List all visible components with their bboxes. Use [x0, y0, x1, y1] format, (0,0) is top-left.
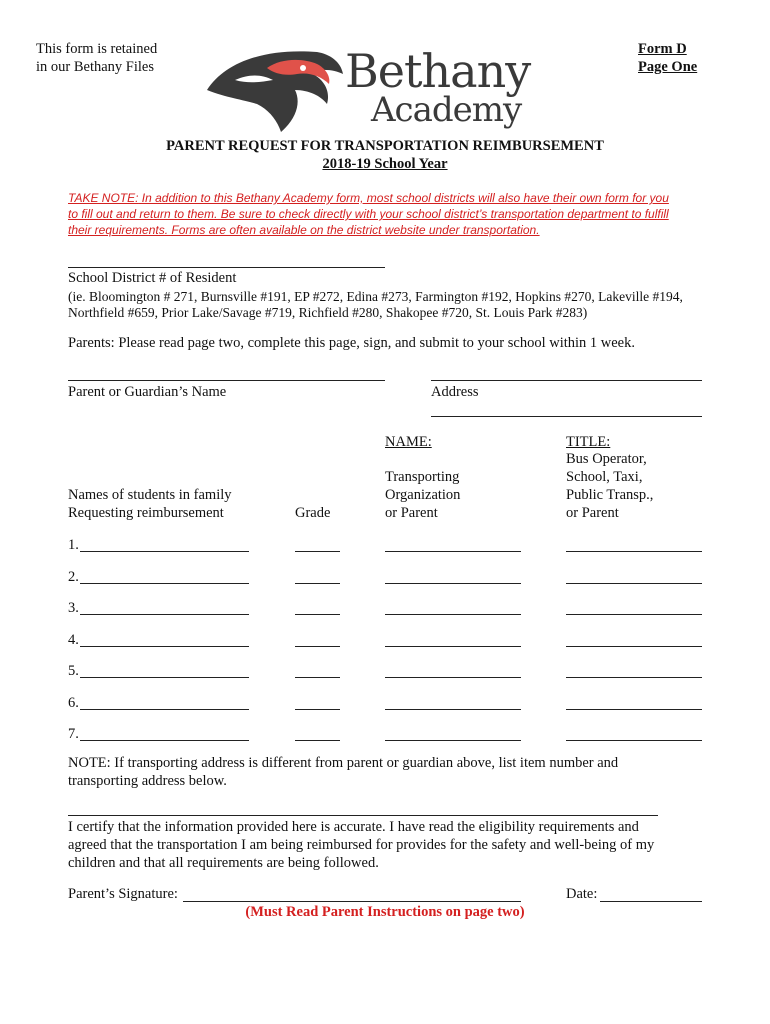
org-header-2: Organization — [385, 487, 461, 503]
transport-org-field[interactable] — [385, 677, 521, 678]
logo-word-bethany: Bethany — [345, 44, 531, 98]
grade-field[interactable] — [295, 677, 340, 678]
title-field[interactable] — [566, 614, 702, 615]
grade-field[interactable] — [295, 646, 340, 647]
transport-org-field[interactable] — [385, 740, 521, 741]
title-field[interactable] — [566, 709, 702, 710]
name-header: NAME: — [385, 434, 432, 450]
transport-org-field[interactable] — [385, 551, 521, 552]
org-header-3: or Parent — [385, 505, 438, 521]
students-header-2: Requesting reimbursement — [68, 505, 224, 521]
grade-field[interactable] — [295, 583, 340, 584]
title-sub-4: or Parent — [566, 505, 619, 521]
row-number: 6. — [68, 694, 79, 711]
retained-line-2: in our Bethany Files — [36, 59, 155, 75]
student-name-field[interactable] — [80, 583, 249, 584]
student-name-field[interactable] — [80, 614, 249, 615]
school-district-field[interactable] — [68, 267, 385, 268]
grade-header: Grade — [295, 505, 331, 521]
title-sub-2: School, Taxi, — [566, 469, 643, 485]
take-note-line-2: to fill out and return to them. Be sure to check directly with your school district’s transportation department to fulfill — [68, 207, 669, 221]
bethany-academy-logo — [205, 40, 535, 136]
row-number: 2. — [68, 568, 79, 585]
address-field-2[interactable] — [431, 416, 702, 417]
title-header: TITLE: — [566, 434, 611, 450]
certify-line-1: I certify that the information provided here is accurate. I have read the eligibility requirements and — [68, 819, 639, 835]
address-field-1[interactable] — [431, 380, 702, 381]
student-name-field[interactable] — [80, 709, 249, 710]
date-label: Date: — [566, 886, 598, 902]
grade-field[interactable] — [295, 740, 340, 741]
logo-word-academy: Academy — [371, 90, 522, 130]
footer-note: (Must Read Parent Instructions on page two) — [245, 904, 525, 920]
address-label: Address — [431, 384, 479, 400]
page-id: Page One — [638, 59, 698, 75]
page-title: PARENT REQUEST FOR TRANSPORTATION REIMBURSEMENT — [166, 138, 604, 154]
take-note — [68, 190, 669, 238]
take-note-line-1: In addition to this Bethany Academy form, most school districts will also have their own form for you — [138, 191, 669, 205]
take-note-lead: TAKE NOTE: — [68, 191, 139, 205]
title-field[interactable] — [566, 551, 702, 552]
row-number: 7. — [68, 726, 79, 742]
title-field[interactable] — [566, 646, 702, 647]
student-name-field[interactable] — [80, 740, 249, 741]
title-sub-3: Public Transp., — [566, 487, 654, 503]
date-field[interactable] — [600, 901, 702, 902]
student-name-field[interactable] — [80, 677, 249, 678]
org-header-1: Transporting — [385, 469, 460, 485]
district-examples-1: (ie. Bloomington # 271, Burnsville #191, EP #272, Edina #273, Farmington #192, Hopkins #270, Lakeville #194, — [68, 289, 683, 304]
student-name-field[interactable] — [80, 551, 249, 552]
row-number: 5. — [68, 663, 79, 679]
certify-line-3: children and that all requirements are being followed. — [68, 855, 379, 871]
instructions: Parents: Please read page two, complete this page, sign, and submit to your school within 1 week. — [68, 335, 635, 351]
eagle-icon — [205, 40, 345, 136]
title-field[interactable] — [566, 677, 702, 678]
transport-address-field[interactable] — [68, 815, 658, 816]
signature-field[interactable] — [183, 901, 521, 902]
grade-field[interactable] — [295, 709, 340, 710]
transport-org-field[interactable] — [385, 646, 521, 647]
row-number: 4. — [68, 631, 79, 648]
students-header-1: Names of students in family — [68, 487, 232, 503]
school-year: 2018-19 School Year — [322, 156, 448, 172]
form-id: Form D — [638, 41, 687, 57]
transport-org-field[interactable] — [385, 709, 521, 710]
transport-org-field[interactable] — [385, 583, 521, 584]
retained-line-1: This form is retained — [36, 41, 158, 57]
grade-field[interactable] — [295, 551, 340, 552]
student-name-field[interactable] — [80, 646, 249, 647]
district-examples-2: Northfield #659, Prior Lake/Savage #719, Richfield #280, Shakopee #720, St. Louis Park #283) — [68, 305, 588, 320]
certify-line-2: agreed that the transportation I am being reimbursed for provides for the safety and well-being of my — [68, 837, 655, 853]
title-field[interactable] — [566, 583, 702, 584]
grade-field[interactable] — [295, 614, 340, 615]
row-number: 1. — [68, 537, 79, 553]
title-sub-1: Bus Operator, — [566, 451, 647, 467]
transport-org-field[interactable] — [385, 614, 521, 615]
address-note-1: NOTE: If transporting address is different from parent or guardian above, list item number and — [68, 755, 619, 771]
parent-name-field[interactable] — [68, 380, 385, 381]
row-number: 3. — [68, 600, 79, 616]
signature-label: Parent’s Signature: — [68, 886, 178, 902]
title-field[interactable] — [566, 740, 702, 741]
parent-name-label: Parent or Guardian’s Name — [68, 384, 227, 400]
address-note-2: transporting address below. — [68, 773, 227, 789]
school-district-label: School District # of Resident — [68, 270, 237, 286]
take-note-line-3: their requirements. Forms are often available on the district website under transportation. — [68, 223, 540, 237]
